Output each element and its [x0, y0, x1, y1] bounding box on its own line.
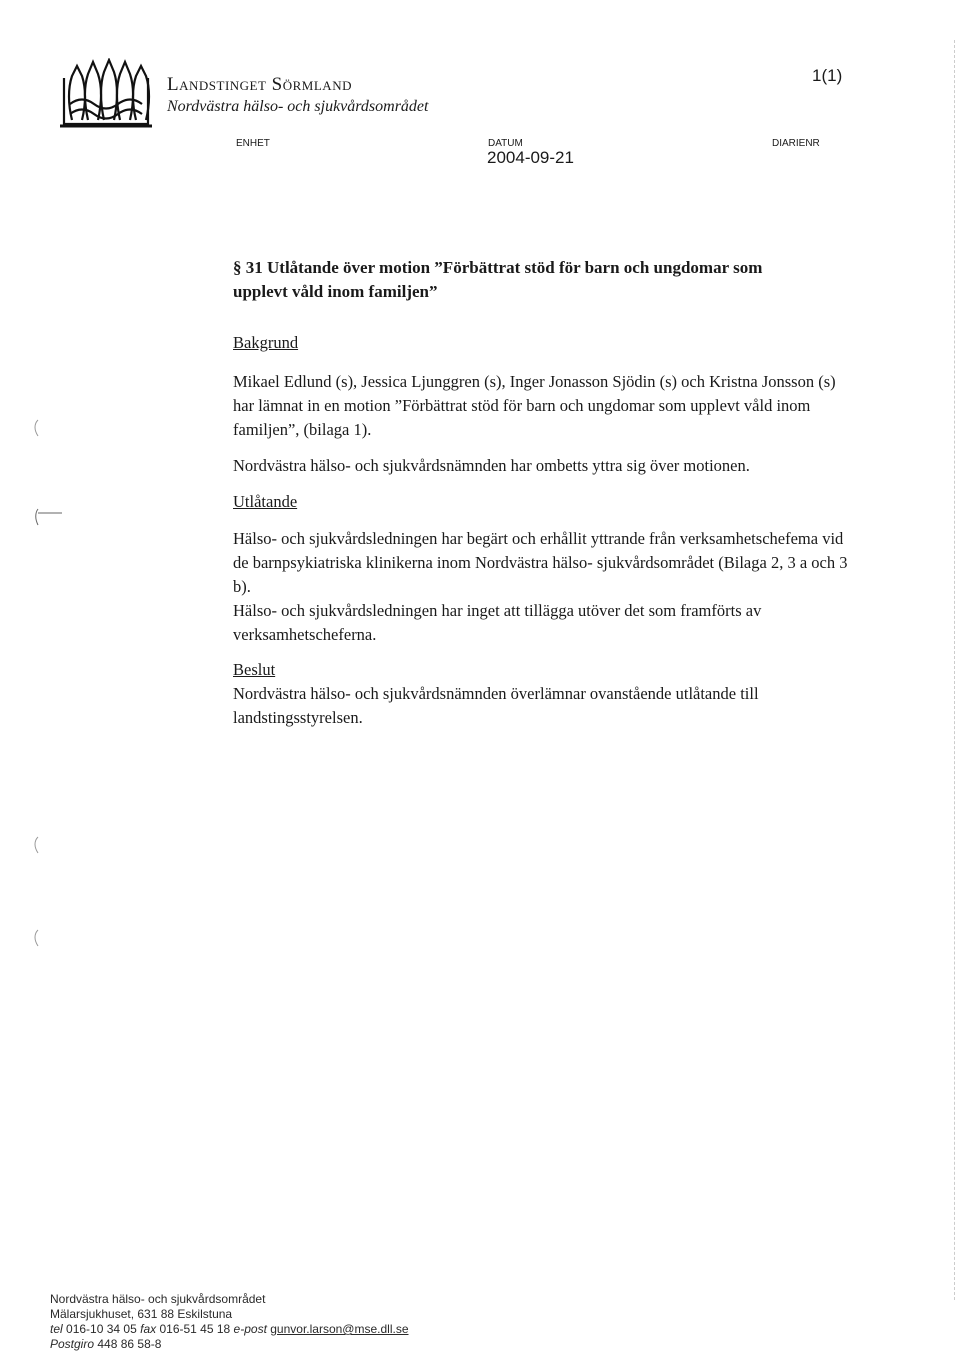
date-label: DATUM: [488, 138, 523, 149]
tel-label: tel: [50, 1322, 63, 1336]
scan-mark: [30, 835, 42, 855]
title-line-2: upplevt våld inom familjen”: [233, 282, 438, 301]
registry-number-label: DIARIENR: [772, 138, 820, 149]
bakgrund-paragraph-2: Nordvästra hälso- och sjukvårdsnämnden har ombetts yttra sig över motionen.: [233, 456, 750, 475]
beslut-paragraph: Nordvästra hälso- och sjukvårdsnämnden överlämnar ovanstående utlåtande till landstingsstyrelsen.: [233, 684, 759, 727]
document-title: [233, 256, 853, 304]
footer-postgiro: [50, 1337, 409, 1352]
unit-label: ENHET: [236, 138, 270, 149]
scan-mark: [30, 418, 42, 438]
landstinget-logo: [58, 58, 154, 130]
email-link[interactable]: gunvor.larson@mse.dll.se: [270, 1322, 409, 1336]
document-date: 2004-09-21: [487, 148, 574, 167]
organization-name: Landstinget Sörmland: [167, 74, 352, 95]
utlatande-heading: Utlåtande: [233, 492, 298, 511]
document-body: [233, 256, 853, 730]
email-label: e-post: [233, 1322, 267, 1336]
beslut-heading: Beslut: [233, 660, 276, 679]
bakgrund-heading: Bakgrund: [233, 333, 299, 352]
footer-organization: Nordvästra hälso- och sjukvårdsområdet: [50, 1292, 266, 1306]
title-line-1: § 31 Utlåtande över motion ”Förbättrat stöd för barn och ungdomar som: [233, 258, 763, 277]
postgiro-label: Postgiro: [50, 1337, 95, 1351]
utlatande-paragraph-2: Hälso- och sjukvårdsledningen har inget att tillägga utöver det som framförts av verksamhetscheferna.: [233, 601, 762, 644]
tel-value: 016-10 34 05: [66, 1322, 137, 1336]
footer: [50, 1292, 409, 1352]
page-number: 1(1): [812, 66, 843, 85]
fax-label: fax: [140, 1322, 157, 1336]
scan-mark: [30, 505, 66, 529]
scan-mark: [30, 928, 42, 948]
organization-subtitle: Nordvästra hälso- och sjukvårdsområdet: [167, 98, 429, 115]
footer-contact: [50, 1322, 409, 1337]
fax-value: 016-51 45 18: [159, 1322, 231, 1336]
bakgrund-paragraph-1: Mikael Edlund (s), Jessica Ljunggren (s), Inger Jonasson Sjödin (s) och Kristna Jonsson (s) har lämnat in en motion ”Förbättrat stöd för barn och ungdomar som upplevt våld inom familjen”, (bilaga 1).: [233, 372, 836, 439]
postgiro-value: 448 86 58-8: [97, 1337, 162, 1351]
utlatande-paragraph-1: Hälso- och sjukvårdsledningen har begärt och erhållit yttrande från verksamhetschefema vid de barnpsykiatriska klinikerna inom Nordvästra hälso- sjukvårdsområdet (Bilaga 2, 3 a och 3 b).: [233, 529, 848, 596]
footer-address: Mälarsjukhuset, 631 88 Eskilstuna: [50, 1307, 233, 1321]
page-edge: [954, 40, 956, 1300]
